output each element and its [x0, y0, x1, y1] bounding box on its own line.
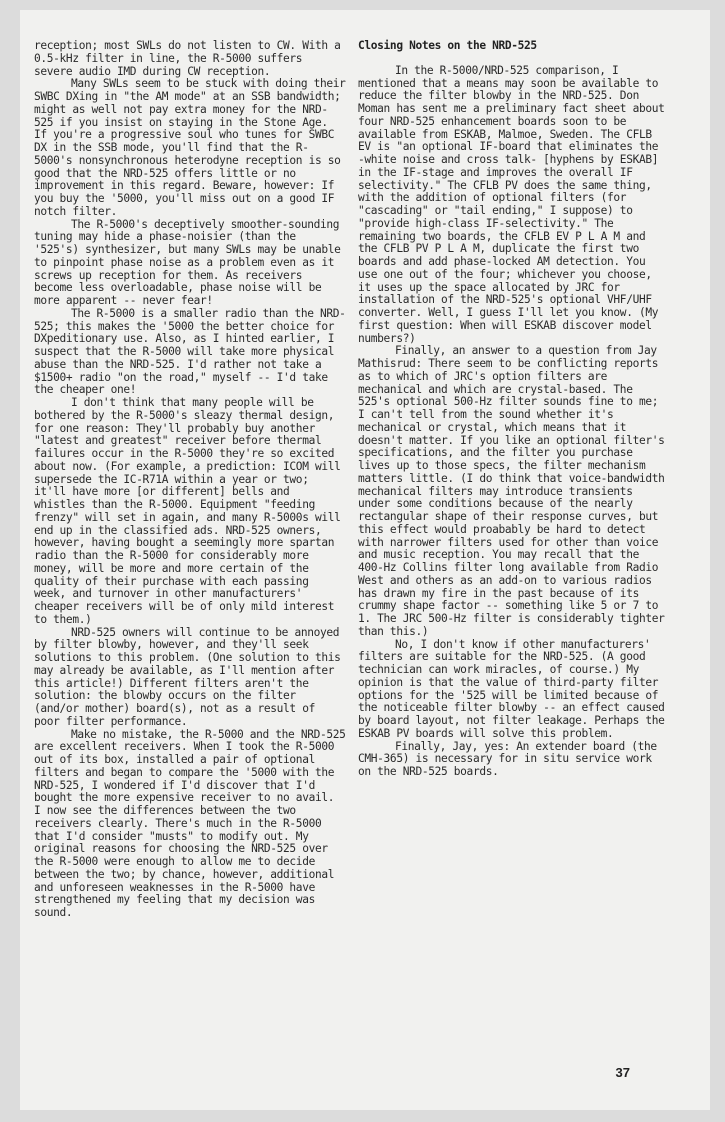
paragraph: I don't think that many people will be bothered by the R-5000's sleazy thermal design, for one reason: They'll probably buy another "latest and greatest" receiver before thermal failures occur in the R-5000 they're so excited about now. (For example, a prediction: ICOM will supersede the IC-R71A within a year or two; it'll have more [or different] bells and whistles than the R-5000. Equipment "feeding frenzy" will set in again, and many R-5000s will end up in the classified ads. NRD-525 owners, however, having bought a seemingly more spartan radio than the R-5000 for considerably more money, will be more and more certain of the quality of their purchase with each passing week, and turnover in other manufacturers' cheaper receivers will be of only mild interest to them.) — [34, 396, 341, 626]
section-heading: Closing Notes on the NRD-525 — [358, 39, 537, 52]
left-column — [34, 40, 346, 920]
paragraph: No, I don't know if other manufacturers' filters are suitable for the NRD-525. (A good technician can work miracles, of course.) My opinion is that the value of third-party filter options for the '525 will be limited because of the noticeable filter blowby -- an effect caused by board layout, not filter leakage. Perhaps the ESKAB PV boards will solve this problem. — [358, 637, 665, 740]
paragraph: Finally, Jay, yes: An extender board (the CMH-365) is necessary for in situ service work on the NRD-525 boards. — [358, 739, 657, 778]
right-column — [358, 40, 670, 779]
document-page — [20, 10, 710, 1110]
paragraph: The R-5000 is a smaller radio than the NRD-525; this makes the '5000 the better choice for DXpeditionary use. Also, as I hinted earlier, I suspect that the R-5000 will take more physical abuse than the NRD-525. I'd rather not take a $1500+ radio "on the road," myself -- I'd take the cheaper one! — [34, 306, 346, 397]
paragraph: In the R-5000/NRD-525 comparison, I mentioned that a means may soon be available to reduce the filter blowby in the NRD-525. Don Moman has sent me a preliminary fact sheet about four NRD-525 enhancement boards soon to be available from ESKAB, Malmoe, Sweden. The CFLB EV is "an optional IF-board that eliminates the -white noise and cross talk- [hyphens by ESKAB] in the IF-stage and improves the overall IF selectivity." The CFLB PV does the same thing, with the addition of optional filters (for "cascading" or "tail ending," I suppose) to "provide high-class IF-selectivity." The remaining two boards, the CFLB EV P L A M and the CFLB PV P L A M, duplicate the first two boards and add phase-locked AM detection. You use one out of the four; whichever you choose, it uses up the space allocated by JRC for installation of the NRD-525's optional VHF/UHF converter. Well, I guess I'll let you know. (My first question: When will ESKAB discover model numbers?) — [358, 63, 665, 345]
page-number: 37 — [615, 1065, 630, 1080]
paragraph: Finally, an answer to a question from Jay Mathisrud: There seem to be conflicting reports as to which of JRC's option filters are mechanical and which are crystal-based. The 525's optional 500-Hz filter sounds fine to me; I can't tell from the sound whether it's mechanical or crystal, which means that it doesn't matter. If you like an optional filter's specifications, and the filter you purchase lives up to those specs, the filter mechanism matters little. (I do think that voice-bandwidth mechanical filters may introduce transients under some conditions because of the nearly rectangular shape of their response curves, but this effect would proabably be hard to detect with narrower filters used for other than voice and music reception. You may recall that the 400-Hz Collins filter long available from Radio West and others as an add-on to various radios has drawn my fire in the past because of its crummy shape factor -- something like 5 or 7 to 1. The JRC 500-Hz filter is considerably tighter than this.) — [358, 344, 665, 638]
paragraph: NRD-525 owners will continue to be annoyed by filter blowby, however, and they'll seek solutions to this problem. (One solution to this may already be available, as I'll mention after this article!) Different filters aren't the solution: the blowby occurs on the filter (and/or mother) board(s), not as a result of poor filter performance. — [34, 625, 341, 728]
paragraph: Many SWLs seem to be stuck with doing their SWBC DXing in "the AM mode" at an SSB bandwidth; might as well not pay extra money for the NRD-525 if you insist on staying in the Stone Age. If you're a progressive soul who tunes for SWBC DX in the SSB mode, you'll find that the R-5000's nonsynchronous heterodyne reception is so good that the NRD-525 offers little or no improvement in this regard. Beware, however: If you buy the '5000, you'll miss out on a good IF notch filter. — [34, 77, 346, 218]
paragraph: reception; most SWLs do not listen to CW. With a 0.5-kHz filter in line, the R-5000 suffers severe audio IMD during CW reception. — [34, 39, 341, 78]
paragraph: Make no mistake, the R-5000 and the NRD-525 are excellent receivers. When I took the R-5000 out of its box, installed a pair of optional filters and began to compare the '5000 with the NRD-525, I wondered if I'd discover that I'd bought the more expensive receiver to no avail. I now see the differences between the two receivers clearly. There's much in the R-5000 that I'd consider "musts" to modify out. My original reasons for choosing the NRD-525 over the R-5000 were enough to allow me to decide between the two; by chance, however, additional and unforeseen weaknesses in the R-5000 have strengthened my feeling that my decision was sound. — [34, 727, 346, 919]
paragraph: The R-5000's deceptively smoother-sounding tuning may hide a phase-noisier (than the '525's) synthesizer, but many SWLs may be unable to pinpoint phase noise as a problem even as it screws up reception for them. As receivers become less overloadable, phase noise will be more apparent -- never fear! — [34, 217, 341, 307]
